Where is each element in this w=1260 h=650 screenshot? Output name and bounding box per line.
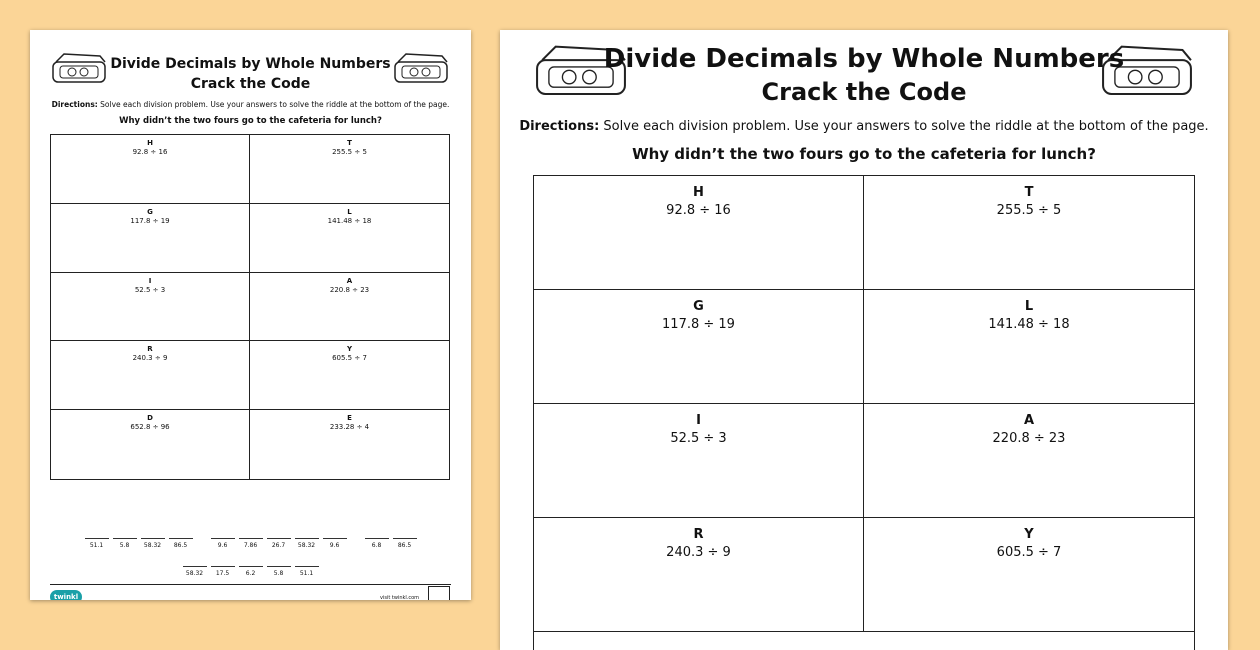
answer-blank: 26.7	[267, 538, 291, 549]
twinkl-logo: twinkl	[50, 590, 82, 600]
problem-letter: Y	[346, 345, 353, 354]
directions-text: Solve each division problem. Use your answers to solve the riddle at the bottom of the page.	[599, 119, 1209, 134]
title-line-1: Divide Decimals by Whole Numbers	[603, 44, 1125, 74]
answer-blank: 9.6	[323, 538, 347, 549]
problem-letter: A	[346, 276, 353, 285]
problem-letter: G	[693, 299, 704, 314]
problem-letter: G	[147, 207, 153, 216]
problem-letter: A	[1023, 413, 1035, 428]
problem-expression: 141.48 ÷ 18	[327, 216, 372, 225]
directions-label: Directions:	[519, 119, 600, 134]
problem-letter: D	[147, 414, 153, 423]
problem-cell	[864, 176, 1194, 290]
title-line-1: Divide Decimals by Whole Numbers	[110, 56, 391, 72]
problem-expression: 52.5 ÷ 3	[134, 285, 166, 294]
problem-expression: 652.8 ÷ 96	[130, 423, 170, 432]
problem-cell	[250, 204, 449, 273]
footer-divider	[50, 584, 451, 585]
problem-letter: H	[693, 185, 704, 200]
problem-expression: 255.5 ÷ 5	[332, 148, 367, 156]
problem-cell	[250, 273, 449, 342]
visit-url: visit twinkl.com	[380, 595, 420, 600]
title-line-2: Crack the Code	[761, 78, 967, 106]
title-line-2: Crack the Code	[190, 76, 311, 92]
problem-cell	[51, 204, 250, 273]
directions-label: Directions:	[51, 100, 98, 109]
answer-blank: 51.1	[85, 538, 109, 549]
word-gap	[351, 538, 361, 549]
answer-row-2	[30, 566, 471, 577]
answer-blank: 86.5	[169, 538, 193, 549]
problem-cell	[864, 404, 1194, 518]
problem-letter: I	[696, 413, 701, 428]
quality-badge-icon	[428, 586, 450, 600]
directions	[500, 119, 1228, 134]
answer-blank: 6.2	[239, 566, 263, 577]
problem-expression: 605.5 ÷ 7	[332, 354, 367, 363]
answer-blank: 9.6	[211, 538, 235, 549]
problem-grid	[533, 175, 1195, 650]
problem-cell	[51, 410, 250, 479]
directions-text: Solve each division problem. Use your answers to solve the riddle at the bottom of the page.	[97, 100, 450, 109]
problem-letter: R	[693, 527, 704, 542]
problem-cell	[534, 404, 864, 518]
riddle-question: Why didn’t the two fours go to the cafeteria for lunch?	[632, 145, 1096, 163]
answer-blank: 17.5	[211, 566, 235, 577]
problem-expression: 52.5 ÷ 3	[670, 431, 727, 446]
problem-cell	[51, 273, 250, 342]
problem-cell	[51, 135, 250, 204]
answer-row-1	[30, 538, 471, 549]
directions	[30, 100, 471, 109]
answer-blank: 51.1	[295, 566, 319, 577]
word-gap	[197, 538, 207, 549]
problem-letter: Y	[1024, 527, 1034, 542]
worksheet-thumbnail	[30, 30, 471, 600]
riddle-question: Why didn’t the two fours go to the cafeteria for lunch?	[119, 116, 382, 126]
problem-cell	[534, 290, 864, 404]
problem-cell	[51, 341, 250, 410]
problem-expression: 92.8 ÷ 16	[132, 148, 168, 156]
problem-cell	[534, 518, 864, 632]
problem-expression: 117.8 ÷ 19	[130, 216, 170, 225]
problem-expression: 220.8 ÷ 23	[329, 285, 370, 294]
problem-grid	[50, 134, 450, 480]
problem-expression: 233.28 ÷ 4	[329, 423, 370, 432]
problem-expression: 92.8 ÷ 16	[666, 203, 731, 218]
problem-expression: 240.3 ÷ 9	[132, 354, 168, 363]
problem-letter: R	[147, 345, 153, 354]
problem-letter: T	[347, 139, 352, 147]
problem-expression: 605.5 ÷ 7	[996, 545, 1062, 560]
problem-cell	[250, 410, 449, 479]
answer-blank: 7.86	[239, 538, 263, 549]
problem-expression: 117.8 ÷ 19	[662, 317, 735, 332]
problem-expression: 220.8 ÷ 23	[992, 431, 1066, 446]
answer-blank: 58.32	[295, 538, 319, 549]
problem-letter: T	[1024, 185, 1034, 200]
answer-blank: 6.8	[365, 538, 389, 549]
problem-letter: E	[347, 414, 352, 423]
problem-letter: I	[148, 276, 152, 285]
answer-blank: 5.8	[113, 538, 137, 549]
worksheet-zoomed	[500, 30, 1228, 650]
problem-cell	[864, 518, 1194, 632]
problem-expression: 141.48 ÷ 18	[988, 317, 1070, 332]
problem-expression: 255.5 ÷ 5	[996, 203, 1062, 218]
problem-cell	[250, 341, 449, 410]
problem-letter: L	[1024, 299, 1034, 314]
problem-cell	[250, 135, 449, 204]
answer-blank: 5.8	[267, 566, 291, 577]
problem-letter: L	[347, 207, 352, 216]
answer-blank: 58.32	[141, 538, 165, 549]
problem-cell	[534, 176, 864, 290]
problem-letter: H	[147, 139, 153, 147]
answer-blank: 86.5	[393, 538, 417, 549]
problem-cell	[864, 290, 1194, 404]
answer-blank: 58.32	[183, 566, 207, 577]
problem-expression: 240.3 ÷ 9	[666, 545, 731, 560]
